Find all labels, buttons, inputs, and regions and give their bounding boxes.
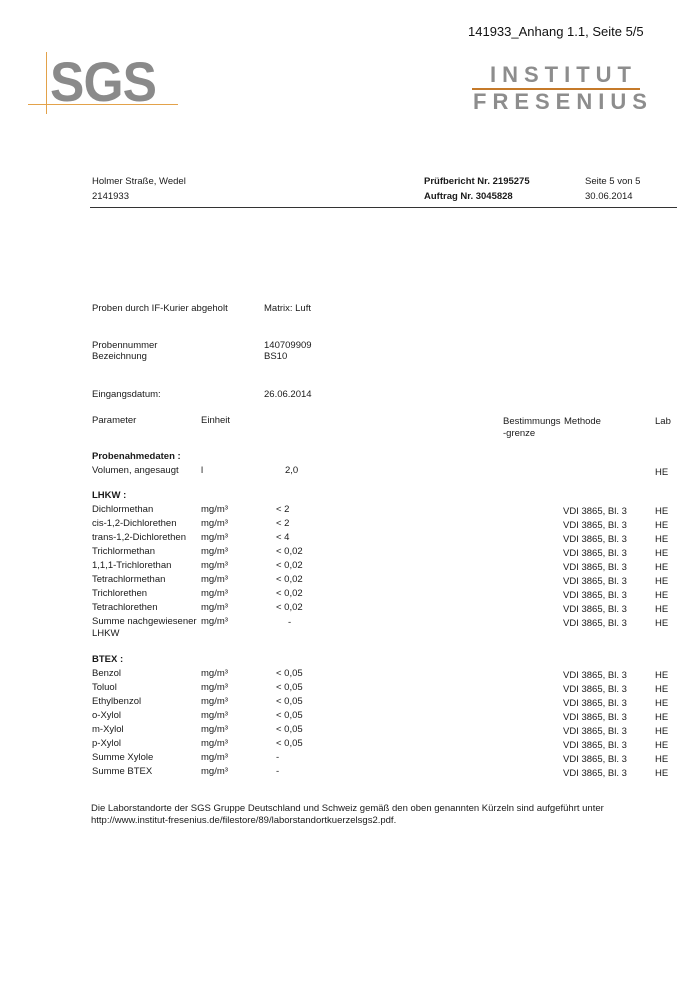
row-value: < 0,02 (276, 588, 303, 599)
row-unit: mg/m³ (201, 560, 228, 571)
row-value: - (276, 752, 280, 763)
column-header-parameter: Parameter (92, 415, 137, 426)
row-value: < 0,05 (276, 710, 303, 721)
row-unit: mg/m³ (201, 588, 228, 599)
row-unit: mg/m³ (201, 546, 228, 557)
row-unit: mg/m³ (201, 752, 228, 763)
row-method: VDI 3865, Bl. 3 (563, 740, 627, 751)
row-value: < 2 (276, 518, 290, 529)
row-unit: mg/m³ (201, 518, 228, 529)
row-lab: HE (655, 548, 669, 559)
row-method: VDI 3865, Bl. 3 (563, 548, 627, 559)
row-method: VDI 3865, Bl. 3 (563, 754, 627, 765)
row-lab: HE (655, 726, 669, 737)
row-lab: HE (655, 712, 669, 723)
row-unit: mg/m³ (201, 532, 228, 543)
row-parameter: Trichlormethan (92, 546, 156, 557)
column-header-unit: Einheit (201, 415, 231, 426)
sgs-logo-text: SGS (50, 50, 157, 113)
row-lab: HE (655, 698, 669, 709)
row-lab: HE (655, 740, 669, 751)
row-value: < 0,02 (276, 602, 303, 613)
row-lab: HE (655, 618, 669, 629)
row-parameter: Benzol (92, 668, 122, 679)
row-lab: HE (655, 562, 669, 573)
row-parameter: Tetrachlorethen (92, 602, 158, 613)
row-value: < 0,02 (276, 560, 303, 571)
document-reference: 141933_Anhang 1.1, Seite 5/5 (468, 24, 644, 39)
row-value: < 0,05 (276, 724, 303, 735)
row-parameter: trans-1,2-Dichlorethen (92, 532, 186, 543)
column-header-method: Methode (564, 416, 601, 427)
row-value: < 2 (276, 504, 290, 515)
row-value: - (288, 617, 292, 628)
row-method: VDI 3865, Bl. 3 (563, 618, 627, 629)
row-parameter: Toluol (92, 682, 117, 693)
row-method: VDI 3865, Bl. 3 (563, 506, 627, 517)
received-date-value: 26.06.2014 (264, 389, 312, 400)
column-header-limit: Bestimmungs (503, 416, 561, 427)
report-date: 30.06.2014 (585, 191, 633, 202)
section-heading-btex: BTEX : (92, 654, 124, 665)
fresenius-logo-line2: FRESENIUS (473, 89, 653, 114)
sgs-logo (28, 52, 178, 114)
sample-designation-value: BS10 (264, 351, 288, 362)
row-lab: HE (655, 590, 669, 601)
row-lab: HE (655, 576, 669, 587)
row-parameter: m-Xylol (92, 724, 124, 735)
row-unit: mg/m³ (201, 602, 228, 613)
report-number: Prüfbericht Nr. 2195275 (424, 176, 530, 187)
row-value: < 0,05 (276, 738, 303, 749)
row-unit: mg/m³ (201, 574, 228, 585)
row-lab: HE (655, 670, 669, 681)
row-parameter: 1,1,1-Trichlorethan (92, 560, 172, 571)
row-lab: HE (655, 520, 669, 531)
row-lab: HE (655, 684, 669, 695)
row-method: VDI 3865, Bl. 3 (563, 590, 627, 601)
row-unit: mg/m³ (201, 696, 228, 707)
footer-link[interactable]: http://www.institut-fresenius.de/filestore/89/laborstandortkuerzelsgs2.pdf. (91, 815, 397, 826)
row-method: VDI 3865, Bl. 3 (563, 684, 627, 695)
row-lab: HE (655, 754, 669, 765)
row-parameter: Dichlormethan (92, 504, 154, 515)
row-unit: mg/m³ (201, 710, 228, 721)
row-value: - (276, 766, 280, 777)
row-parameter: Summe BTEX (92, 766, 153, 777)
row-parameter: Ethylbenzol (92, 696, 142, 707)
column-header-limit-line2: -grenze (503, 428, 536, 439)
row-method: VDI 3865, Bl. 3 (563, 604, 627, 615)
row-unit: mg/m³ (201, 668, 228, 679)
row-value: < 0,05 (276, 682, 303, 693)
sample-designation-label: Bezeichnung (92, 351, 147, 362)
row-method: VDI 3865, Bl. 3 (563, 576, 627, 587)
row-unit: mg/m³ (201, 766, 228, 777)
row-value: 2,0 (285, 465, 299, 476)
row-lab: HE (655, 467, 669, 478)
row-unit: mg/m³ (201, 724, 228, 735)
order-number: Auftrag Nr. 3045828 (424, 191, 513, 202)
section-heading-sampling: Probenahmedaten : (92, 451, 181, 462)
column-header-lab: Lab (655, 416, 671, 427)
row-method: VDI 3865, Bl. 3 (563, 712, 627, 723)
fresenius-logo-line1: INSTITUT (490, 62, 637, 87)
row-unit: mg/m³ (201, 738, 228, 749)
row-value: < 0,05 (276, 696, 303, 707)
footer-note: Die Laborstandorte der SGS Gruppe Deutschland und Schweiz gemäß den oben genannten Kürzeln sind aufgeführt unter (91, 803, 604, 814)
site-address: Holmer Straße, Wedel (92, 176, 186, 187)
row-unit: l (201, 465, 204, 476)
page-indicator: Seite 5 von 5 (585, 176, 641, 187)
section-heading-lhkw: LHKW : (92, 490, 127, 501)
row-method: VDI 3865, Bl. 3 (563, 726, 627, 737)
row-lab: HE (655, 604, 669, 615)
row-parameter: Summe Xylole (92, 752, 154, 763)
row-method: VDI 3865, Bl. 3 (563, 698, 627, 709)
received-date-label: Eingangsdatum: (92, 389, 161, 400)
row-parameter: o-Xylol (92, 710, 122, 721)
row-method: VDI 3865, Bl. 3 (563, 562, 627, 573)
row-lab: HE (655, 534, 669, 545)
row-parameter-line2: LHKW (92, 628, 120, 639)
row-unit: mg/m³ (201, 616, 228, 627)
row-method: VDI 3865, Bl. 3 (563, 534, 627, 545)
row-parameter: Summe nachgewiesener (92, 616, 197, 627)
row-parameter: p-Xylol (92, 738, 122, 749)
row-value: < 0,05 (276, 668, 303, 679)
header-divider (90, 207, 677, 208)
sample-matrix: Matrix: Luft (264, 303, 311, 314)
row-value: < 0,02 (276, 574, 303, 585)
row-method: VDI 3865, Bl. 3 (563, 670, 627, 681)
row-parameter: Trichlorethen (92, 588, 148, 599)
project-number: 2141933 (92, 191, 129, 202)
row-method: VDI 3865, Bl. 3 (563, 768, 627, 779)
sample-number-value: 140709909 (264, 340, 312, 351)
row-unit: mg/m³ (201, 504, 228, 515)
row-unit: mg/m³ (201, 682, 228, 693)
row-value: < 4 (276, 532, 290, 543)
row-lab: HE (655, 506, 669, 517)
row-parameter: Volumen, angesaugt (92, 465, 179, 476)
row-parameter: Tetrachlormethan (92, 574, 166, 585)
row-parameter: cis-1,2-Dichlorethen (92, 518, 177, 529)
row-lab: HE (655, 768, 669, 779)
row-method: VDI 3865, Bl. 3 (563, 520, 627, 531)
row-value: < 0,02 (276, 546, 303, 557)
sample-pickup: Proben durch IF-Kurier abgeholt (92, 303, 228, 314)
sample-number-label: Probennummer (92, 340, 158, 351)
